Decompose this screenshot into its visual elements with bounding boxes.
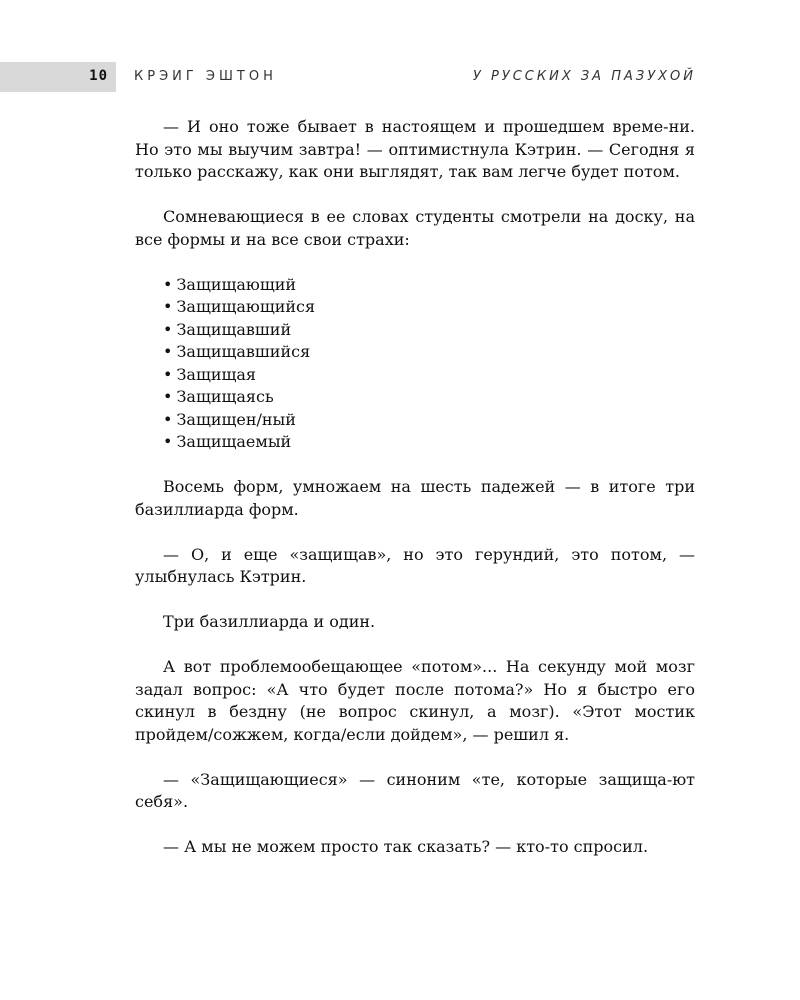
forms-list [135, 274, 695, 454]
paragraph: А вот проблемообещающее «потом»... На секунду мой мозг задал вопрос: «А что будет после потома?» Но я быстро его скинул в бездну (не вопрос скинул, а мозг). «Этот мостик пройдем/сожжем, когда/если дойдем», — решил я. [135, 657, 695, 744]
paragraph: — И оно тоже бывает в настоящем и прошедшем време-ни. Но это мы выучим завтра! — оптимистнула Кэтрин. — Сегодня я только расскажу, как они выглядят, так вам легче будет потом. [135, 117, 695, 181]
running-header [0, 62, 800, 92]
running-book-title: У РУССКИХ ЗА ПАЗУХОЙ [472, 69, 696, 84]
list-item: • Защищавшийся [163, 341, 695, 364]
paragraph: Три базиллиарда и один. [163, 612, 376, 631]
list-item: • Защищающий [163, 274, 695, 297]
page-body [135, 116, 695, 881]
paragraph: Сомневающиеся в ее словах студенты смотрели на доску, на все формы и на все свои страхи: [135, 207, 695, 249]
paragraph: — «Защищающиеся» — синоним «те, которые защища-ют себя». [135, 769, 695, 811]
list-item: • Защищаясь [163, 386, 695, 409]
running-author: КРЭИГ ЭШТОН [134, 69, 277, 84]
list-item: • Защищая [163, 364, 695, 387]
list-item: • Защищающийся [163, 296, 695, 319]
page-number: 10 [89, 68, 108, 84]
page-number-tab [0, 62, 116, 92]
list-item: • Защищавший [163, 319, 695, 342]
paragraph: — О, и еще «защищав», но это герундий, это потом, — улыбнулась Кэтрин. [135, 544, 695, 586]
list-item: • Защищен/ный [163, 409, 695, 432]
paragraph: — А мы не можем просто так сказать? — кто-то спросил. [163, 837, 649, 856]
list-item: • Защищаемый [163, 431, 695, 454]
paragraph: Восемь форм, умножаем на шесть падежей — в итоге три базиллиарда форм. [135, 477, 695, 519]
